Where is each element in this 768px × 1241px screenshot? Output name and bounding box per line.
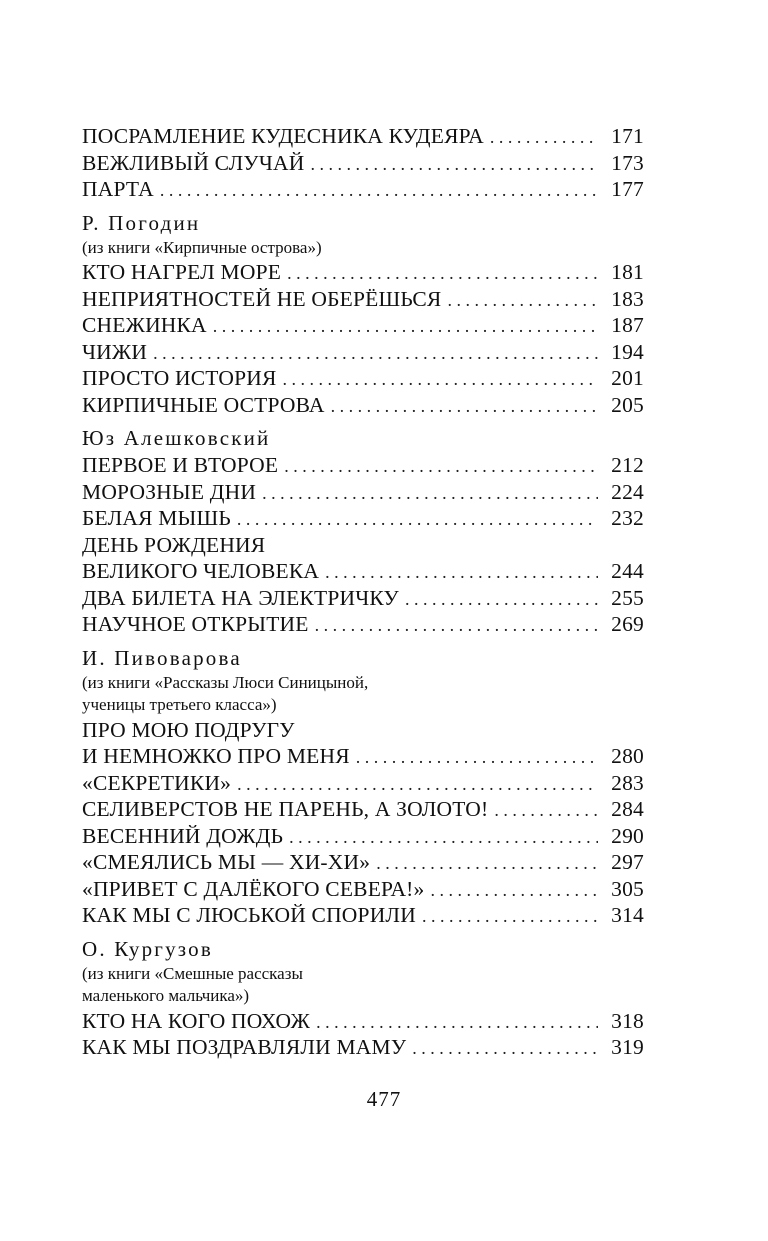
dot-leader xyxy=(237,506,598,533)
toc-section xyxy=(82,418,644,638)
author-name: Р. Погодин xyxy=(82,210,201,235)
source-note xyxy=(82,672,644,717)
dot-leader xyxy=(213,313,598,340)
entry-page: 232 xyxy=(611,506,644,530)
toc-entry[interactable] xyxy=(82,743,644,770)
entry-page: 284 xyxy=(611,797,644,821)
source-note xyxy=(82,237,644,260)
toc-entry[interactable] xyxy=(82,452,644,479)
dot-leader xyxy=(405,586,598,613)
entry-page: 187 xyxy=(611,313,644,337)
dot-leader xyxy=(422,903,598,930)
entry-title: ПРО МОЮ ПОДРУГУ xyxy=(82,717,295,742)
dot-leader xyxy=(325,559,598,586)
source-line: маленького мальчика») xyxy=(82,986,250,1005)
author-name: И. Пивоварова xyxy=(82,645,242,670)
dot-leader xyxy=(316,1009,598,1036)
entry-title: СЕЛИВЕРСТОВ НЕ ПАРЕНЬ, А ЗОЛОТО! xyxy=(82,797,489,821)
entry-page: 269 xyxy=(611,612,644,636)
toc-entry[interactable] xyxy=(82,611,644,638)
entry-title: «СЕКРЕТИКИ» xyxy=(82,770,232,795)
entry-page: 290 xyxy=(611,823,644,848)
entry-page: 173 xyxy=(611,150,644,175)
entry-title: МОРОЗНЫЕ ДНИ xyxy=(82,479,257,504)
entry-title: ДВА БИЛЕТА НА ЭЛЕКТРИЧКУ xyxy=(82,585,399,610)
toc-entry[interactable] xyxy=(82,849,644,876)
section-gap xyxy=(82,929,644,936)
dot-leader xyxy=(494,797,598,824)
dot-leader xyxy=(153,340,598,367)
entry-title: КИРПИЧНЫЕ ОСТРОВА xyxy=(82,392,325,417)
toc-section xyxy=(82,929,644,1061)
entry-title: И НЕМНОЖКО ПРО МЕНЯ xyxy=(82,744,350,768)
entry-page: 183 xyxy=(611,286,644,311)
entry-title: ПРОСТО ИСТОРИЯ xyxy=(82,366,277,390)
toc-entry[interactable] xyxy=(82,150,644,177)
entry-title: ЧИЖИ xyxy=(82,339,148,364)
entry-page: 297 xyxy=(611,850,644,874)
entry-title: КАК МЫ ПОЗДРАВЛЯЛИ МАМУ xyxy=(82,1035,407,1059)
dot-leader xyxy=(160,177,598,204)
entry-page: 318 xyxy=(611,1008,644,1033)
entry-title: БЕЛАЯ МЫШЬ xyxy=(82,506,231,530)
toc-entry[interactable] xyxy=(82,176,644,203)
entry-page: 205 xyxy=(611,392,644,417)
entry-page: 224 xyxy=(611,479,644,504)
source-note xyxy=(82,963,644,1008)
toc-entry[interactable] xyxy=(82,796,644,823)
dot-leader xyxy=(289,824,598,851)
dot-leader xyxy=(262,480,598,507)
dot-leader xyxy=(284,453,598,480)
entry-title: НАУЧНОЕ ОТКРЫТИЕ xyxy=(82,612,309,636)
source-line: (из книги «Смешные рассказы xyxy=(82,963,303,983)
entry-page: 314 xyxy=(611,903,644,927)
entry-title: КТО НА КОГО ПОХОЖ xyxy=(82,1008,311,1033)
author-name: Юз Алешковский xyxy=(82,426,271,450)
toc-section xyxy=(82,203,644,419)
dot-leader xyxy=(356,744,598,771)
entry-page: 280 xyxy=(611,744,644,768)
toc-entry[interactable] xyxy=(82,585,644,612)
entry-page: 201 xyxy=(611,366,644,390)
entry-page: 244 xyxy=(611,559,644,583)
toc-entry[interactable] xyxy=(82,717,644,744)
toc-entry[interactable] xyxy=(82,770,644,797)
toc-entry[interactable] xyxy=(82,876,644,903)
section-gap xyxy=(82,638,644,645)
toc-entry[interactable] xyxy=(82,902,644,929)
toc-entry[interactable] xyxy=(82,365,644,392)
toc-section xyxy=(82,638,644,929)
toc-entry[interactable] xyxy=(82,532,644,559)
toc-entry[interactable] xyxy=(82,339,644,366)
entry-title: ПОСРАМЛЕНИЕ КУДЕСНИКА КУДЕЯРА xyxy=(82,124,484,148)
dot-leader xyxy=(310,151,598,178)
dot-leader xyxy=(412,1035,598,1062)
entry-page: 283 xyxy=(611,770,644,795)
entry-page: 255 xyxy=(611,585,644,610)
source-line: (из книги «Рассказы Люси Синицыной, xyxy=(82,672,369,692)
toc-entry[interactable] xyxy=(82,823,644,850)
dot-leader xyxy=(287,260,598,287)
toc-entry[interactable] xyxy=(82,286,644,313)
entry-title: ВЕЖЛИВЫЙ СЛУЧАЙ xyxy=(82,150,305,175)
dot-leader xyxy=(447,287,598,314)
toc-entry[interactable] xyxy=(82,312,644,339)
page-number: 477 xyxy=(366,1087,402,1111)
entry-title: КАК МЫ С ЛЮСЬКОЙ СПОРИЛИ xyxy=(82,903,416,927)
toc-entry[interactable] xyxy=(82,1034,644,1061)
toc-entry[interactable] xyxy=(82,123,644,150)
entry-title: ПАРТА xyxy=(82,177,154,201)
dot-leader xyxy=(237,771,598,798)
entry-page: 171 xyxy=(611,124,644,148)
entry-page: 194 xyxy=(611,339,644,364)
toc-entry[interactable] xyxy=(82,558,644,585)
author-name: О. Кургузов xyxy=(82,936,213,961)
toc-entry[interactable] xyxy=(82,505,644,532)
toc-entry[interactable] xyxy=(82,1008,644,1035)
dot-leader xyxy=(376,850,598,877)
dot-leader xyxy=(331,393,598,420)
source-line: (из книги «Кирпичные острова») xyxy=(82,237,322,257)
entry-page: 305 xyxy=(611,876,644,901)
entry-title: ДЕНЬ РОЖДЕНИЯ xyxy=(82,532,266,557)
entry-page: 212 xyxy=(611,453,644,477)
toc-entry[interactable] xyxy=(82,259,644,286)
entry-page: 181 xyxy=(611,260,644,284)
table-of-contents xyxy=(82,123,644,1061)
toc-section xyxy=(82,123,644,203)
dot-leader xyxy=(283,366,599,393)
toc-entry[interactable] xyxy=(82,479,644,506)
entry-page: 319 xyxy=(611,1035,644,1059)
entry-title: СНЕЖИНКА xyxy=(82,313,207,337)
entry-title: ВЕСЕННИЙ ДОЖДЬ xyxy=(82,823,284,848)
entry-title: КТО НАГРЕЛ МОРЕ xyxy=(82,260,282,284)
entry-title: ВЕЛИКОГО ЧЕЛОВЕКА xyxy=(82,559,320,583)
entry-title: «СМЕЯЛИСЬ МЫ — ХИ-ХИ» xyxy=(82,850,371,874)
dot-leader xyxy=(315,612,598,639)
section-gap xyxy=(82,418,644,425)
dot-leader xyxy=(490,124,598,151)
entry-page: 177 xyxy=(611,177,644,201)
source-line: ученицы третьего класса») xyxy=(82,695,277,714)
toc-entry[interactable] xyxy=(82,392,644,419)
entry-title: НЕПРИЯТНОСТЕЙ НЕ ОБЕРЁШЬСЯ xyxy=(82,286,442,311)
entry-title: «ПРИВЕТ С ДАЛЁКОГО СЕВЕРА!» xyxy=(82,876,425,901)
section-gap xyxy=(82,203,644,210)
dot-leader xyxy=(430,877,598,904)
entry-title: ПЕРВОЕ И ВТОРОЕ xyxy=(82,453,279,477)
